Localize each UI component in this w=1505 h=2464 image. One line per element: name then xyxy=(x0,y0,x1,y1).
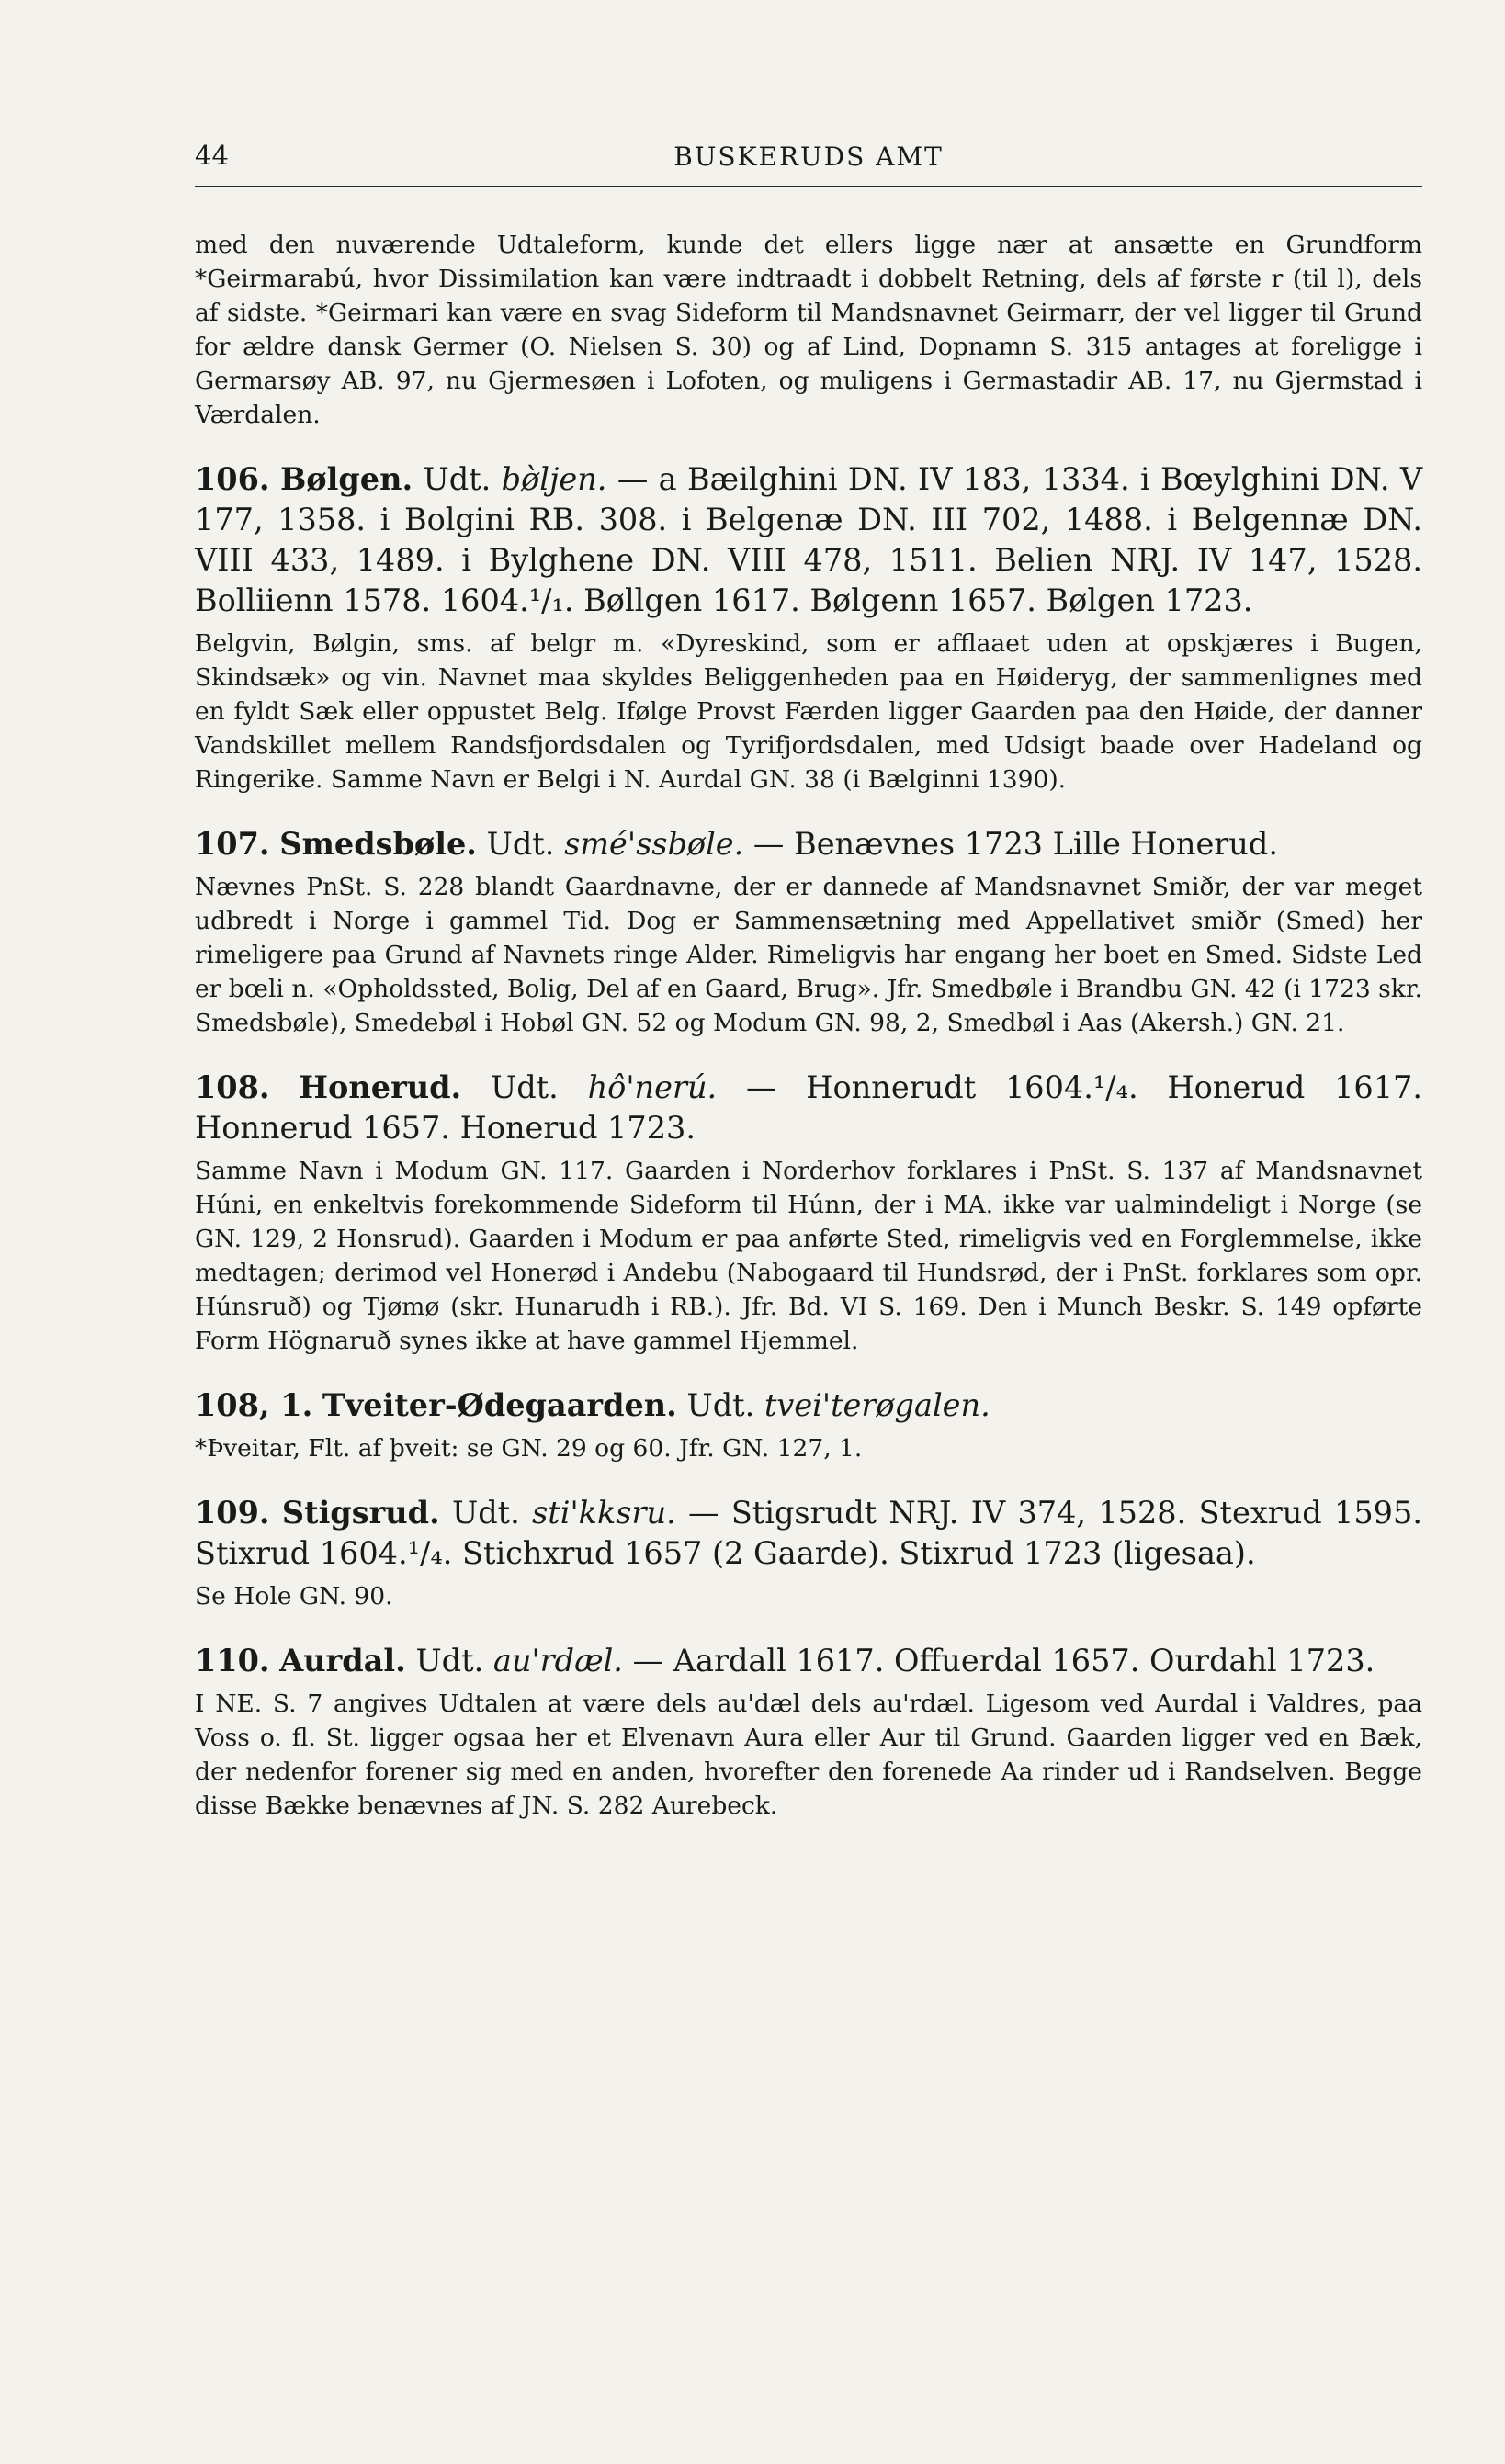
entry-108 xyxy=(195,1068,1422,1358)
farm-name: Stigsrud. xyxy=(281,1495,440,1531)
entry-106 xyxy=(195,459,1422,797)
pronunciation: sti'kksru. xyxy=(532,1495,676,1531)
entry-heading xyxy=(195,1493,1422,1574)
entry-109 xyxy=(195,1493,1422,1613)
entry-commentary: *Þveitar, Flt. af þveit: se GN. 29 og 60. Jfr. GN. 127, 1. xyxy=(195,1434,863,1463)
entry-number: 110. xyxy=(195,1643,270,1678)
running-title: BUSKERUDS AMT xyxy=(673,141,944,172)
entry-107 xyxy=(195,824,1422,1040)
entry-number: 109. xyxy=(195,1495,270,1531)
farm-name: Aurdal. xyxy=(279,1643,406,1678)
entry-heading xyxy=(195,824,1422,865)
entry-110 xyxy=(195,1641,1422,1823)
entry-heading xyxy=(195,1641,1422,1681)
udt-label: Udt. xyxy=(486,826,555,862)
udt-label: Udt. xyxy=(490,1069,559,1105)
pronunciation: tvei'terøgalen. xyxy=(764,1387,990,1423)
entry-commentary: Samme Navn i Modum GN. 117. Gaarden i Norderhov forklares i PnSt. S. 137 af Mandsnavnet Húni, en enkeltvis forekommende Sideform til Húnn, der i MA. ikke var ualmindeligt i Norge (se GN. 129, 2 Honsrud). Gaarden i Modum er paa anførte Sted, rimeligvis ved en Forglemmelse, ikke medtagen; derimod vel Honerød i Andebu (Nabogaard til Hundsrød, der i PnSt. forklares som opr. Húnsruð) og Tjømø (skr. Hunarudh i RB.). Jfr. Bd. VI S. 169. Den i Munch Beskr. S. 149 opførte Form Högnaruð synes ikke at have gammel Hjemmel. xyxy=(195,1157,1422,1355)
farm-name: Bølgen. xyxy=(279,461,413,497)
pronunciation: au'rdæl. xyxy=(492,1643,623,1678)
entry-number: 107. xyxy=(195,826,270,862)
page-header xyxy=(195,140,1422,187)
pronunciation: smé'ssbøle. xyxy=(564,826,744,862)
entry-number: 106. xyxy=(195,461,270,497)
entry-number: 108. xyxy=(195,1069,270,1105)
page-body xyxy=(195,228,1422,1823)
farm-name: Honerud. xyxy=(299,1069,462,1105)
entry-heading xyxy=(195,1068,1422,1148)
historical-forms: — Stigsrudt NRJ. IV 374, 1528. Stexrud 1595. Stixrud 1604.¹/₄. Stichxrud 1657 (2 Gaarde). Stixrud 1723 (ligesaa). xyxy=(195,1495,1422,1571)
historical-forms: — Honnerudt 1604.¹/₄. Honerud 1617. Honnerud 1657. Honerud 1723. xyxy=(195,1069,1422,1146)
entry-commentary: Nævnes PnSt. S. 228 blandt Gaardnavne, der er dannede af Mandsnavnet Smiðr, der var meget udbredt i Norge i gammel Tid. Dog er Sammensætning med Appellativet smiðr (Smed) her rimeligere paa Grund af Navnets ringe Alder. Rimeligvis har engang her boet en Smed. Sidste Led er bœli n. «Opholdssted, Bolig, Del af en Gaard, Brug». Jfr. Smedbøle i Brandbu GN. 42 (i 1723 skr. Smedsbøle), Smedebøl i Hobøl GN. 52 og Modum GN. 98, 2, Smedbøl i Aas (Akersh.) GN. 21. xyxy=(195,873,1423,1037)
entry-heading xyxy=(195,459,1422,621)
historical-forms: — a Bæilghini DN. IV 183, 1334. i Bœylghini DN. V 177, 1358. i Bolgini RB. 308. i Belgenæ DN. III 702, 1488. i Belgennæ DN. VIII 433, 1489. i Bylghene DN. VIII 478, 1511. Belien NRJ. IV 147, 1528. Bolliienn 1578. 1604.¹/₁. Bøllgen 1617. Bølgenn 1657. Bølgen 1723. xyxy=(195,461,1423,618)
historical-forms: — Benævnes 1723 Lille Honerud. xyxy=(752,826,1278,862)
udt-label: Udt. xyxy=(415,1643,484,1678)
pronunciation: hô'nerú. xyxy=(587,1069,718,1105)
udt-label: Udt. xyxy=(452,1495,520,1531)
intro-paragraph: med den nuværende Udtaleform, kunde det ellers ligge nær at ansætte en Grundform *Geirmarabú, hvor Dissimilation kan være indtraadt i dobbelt Retning, dels af første r (til l), dels af sidste. *Geirmari kan være en svag Sideform til Mandsnavnet Geirmarr, der vel ligger til Grund for ældre dansk Germer (O. Nielsen S. 30) og af Lind, Dopnamn S. 315 antages at foreligge i Germarsøy AB. 97, nu Gjermesøen i Lofoten, og muligens i Germastadir AB. 17, nu Gjermstad i Værdalen. xyxy=(195,231,1422,429)
farm-name: Smedsbøle. xyxy=(279,826,477,862)
udt-label: Udt. xyxy=(423,461,492,497)
entry-commentary: Se Hole GN. 90. xyxy=(195,1582,393,1611)
entry-number: 108, 1. xyxy=(195,1387,313,1423)
entry-heading xyxy=(195,1385,1422,1426)
farm-name: Tveiter-Ødegaarden. xyxy=(322,1387,677,1423)
entry-108-1 xyxy=(195,1385,1422,1465)
page-number: 44 xyxy=(195,140,229,171)
entry-commentary: I NE. S. 7 angives Udtalen at være dels au'dæl dels au'rdæl. Ligesom ved Aurdal i Valdres, paa Voss o. fl. St. ligger ogsaa her et Elvenavn Aura eller Aur til Grund. Gaarden ligger ved en Bæk, der nedenfor forener sig med en anden, hvorefter den forenede Aa rinder ud i Randselven. Begge disse Bække benævnes af JN. S. 282 Aurebeck. xyxy=(195,1690,1422,1820)
pronunciation: bø̀ljen. xyxy=(501,461,607,497)
entry-commentary: Belgvin, Bølgin, sms. af belgr m. «Dyreskind, som er afflaaet uden at opskjæres i Bugen, Skindsæk» og vin. Navnet maa skyldes Beliggenheden paa en Høideryg, der sammenlignes med en fyldt Sæk eller oppustet Belg. Ifølge Provst Færden ligger Gaarden paa den Høide, der danner Vandskillet mellem Randsfjordsdalen og Tyrifjordsdalen, med Udsigt baade over Hadeland og Ringerike. Samme Navn er Belgi i N. Aurdal GN. 38 (i Bælginni 1390). xyxy=(195,629,1422,794)
udt-label: Udt. xyxy=(686,1387,755,1423)
historical-forms: — Aardall 1617. Offuerdal 1657. Ourdahl 1723. xyxy=(632,1643,1375,1678)
